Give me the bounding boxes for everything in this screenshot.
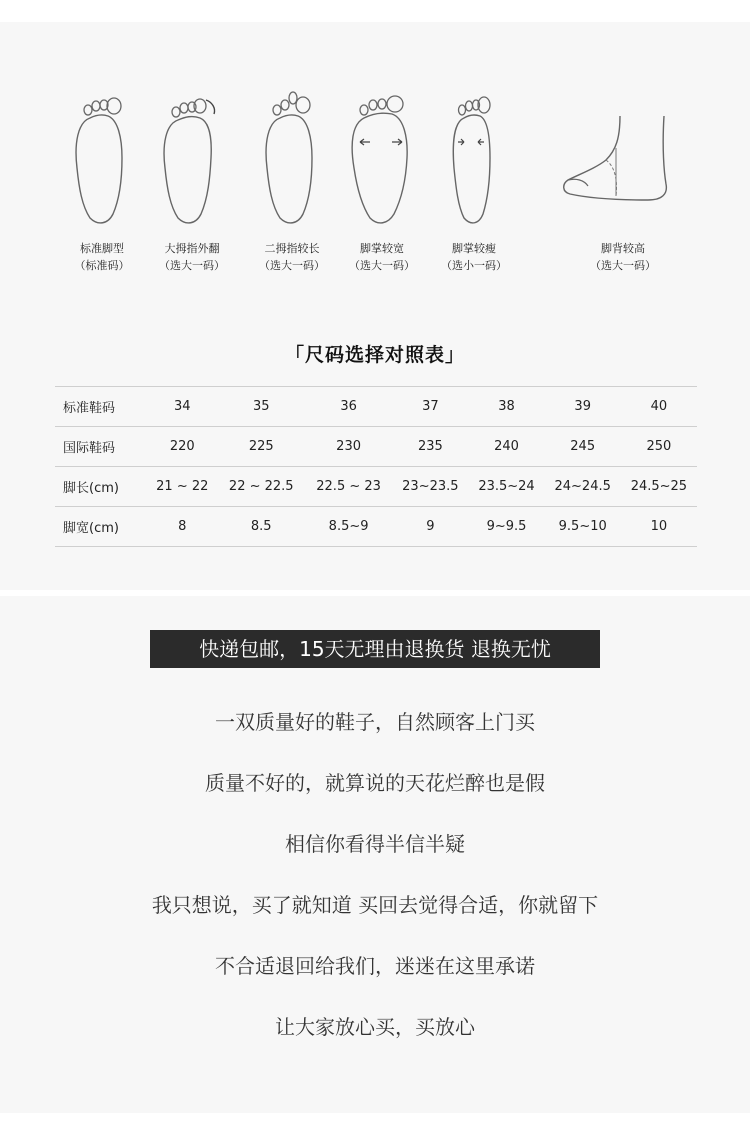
foot-type-sub: （选大一码） <box>259 259 325 272</box>
foot-type-sub: （标准码） <box>74 259 130 272</box>
table-cell: 22.5 ~ 23 <box>305 467 392 507</box>
row-header: 国际鞋码 <box>55 427 147 467</box>
size-chart-title: 「尺码选择对照表」 <box>284 344 465 366</box>
table-row <box>55 507 697 547</box>
foot-type-long-second-toe <box>240 88 344 288</box>
foot-type-label: 脚背较高 <box>601 242 645 255</box>
table-cell: 250 <box>621 427 697 467</box>
foot-types-row <box>50 88 700 288</box>
table-row <box>55 427 697 467</box>
table-cell: 35 <box>218 387 305 427</box>
foot-type-bunion <box>140 88 244 288</box>
table-cell: 9.5~10 <box>545 507 621 547</box>
table-cell: 24.5~25 <box>621 467 697 507</box>
table-cell: 230 <box>305 427 392 467</box>
table-cell: 10 <box>621 507 697 547</box>
row-header: 脚宽(cm) <box>55 507 147 547</box>
table-cell: 37 <box>392 387 468 427</box>
table-cell: 23~23.5 <box>392 467 468 507</box>
foot-type-narrow <box>422 88 526 288</box>
table-cell: 22 ~ 22.5 <box>218 467 305 507</box>
wide-foot-icon <box>330 88 434 228</box>
size-chart-table <box>55 386 697 547</box>
table-cell: 9~9.5 <box>468 507 544 547</box>
foot-type-label: 脚掌较瘦 <box>452 242 496 255</box>
table-cell: 8.5 <box>218 507 305 547</box>
shipping-return-banner: 快递包邮，15天无理由退换货 退换无忧 <box>150 630 600 668</box>
foot-type-sub: （选大一码） <box>590 259 656 272</box>
promo-line: 相信你看得半信半疑 <box>285 832 465 856</box>
table-cell: 23.5~24 <box>468 467 544 507</box>
table-cell: 39 <box>545 387 621 427</box>
promo-line: 质量不好的，就算说的天花烂醉也是假 <box>205 771 545 795</box>
table-cell: 240 <box>468 427 544 467</box>
standard-foot-icon <box>50 88 154 228</box>
high-instep-foot-icon <box>558 88 688 228</box>
foot-type-label: 二拇指较长 <box>264 242 320 255</box>
table-row <box>55 387 697 427</box>
table-cell: 36 <box>305 387 392 427</box>
foot-type-sub: （选大一码） <box>349 259 415 272</box>
long-second-toe-foot-icon <box>240 88 344 228</box>
table-cell: 21 ~ 22 <box>147 467 218 507</box>
table-cell: 220 <box>147 427 218 467</box>
table-cell: 245 <box>545 427 621 467</box>
table-cell: 8.5~9 <box>305 507 392 547</box>
foot-type-wide <box>330 88 434 288</box>
bunion-foot-icon <box>140 88 244 228</box>
row-header: 标准鞋码 <box>55 387 147 427</box>
table-cell: 38 <box>468 387 544 427</box>
foot-type-label: 标准脚型 <box>80 242 124 255</box>
promo-line: 我只想说，买了就知道 买回去觉得合适，你就留下 <box>151 893 599 917</box>
table-cell: 235 <box>392 427 468 467</box>
row-header: 脚长(cm) <box>55 467 147 507</box>
promo-line: 让大家放心买，买放心 <box>275 1015 475 1039</box>
table-cell: 8 <box>147 507 218 547</box>
table-cell: 34 <box>147 387 218 427</box>
table-cell: 9 <box>392 507 468 547</box>
foot-type-standard <box>50 88 154 288</box>
table-row <box>55 467 697 507</box>
foot-type-label: 大拇指外翻 <box>164 242 220 255</box>
foot-type-high-instep <box>558 88 688 288</box>
table-cell: 40 <box>621 387 697 427</box>
narrow-foot-icon <box>422 88 526 228</box>
foot-type-label: 脚掌较宽 <box>360 242 404 255</box>
promo-line: 不合适退回给我们，迷迷在这里承诺 <box>215 954 535 978</box>
table-cell: 24~24.5 <box>545 467 621 507</box>
promo-line: 一双质量好的鞋子，自然顾客上门买 <box>215 710 535 734</box>
table-cell: 225 <box>218 427 305 467</box>
foot-type-sub: （选小一码） <box>441 259 507 272</box>
foot-type-sub: （选大一码） <box>159 259 225 272</box>
